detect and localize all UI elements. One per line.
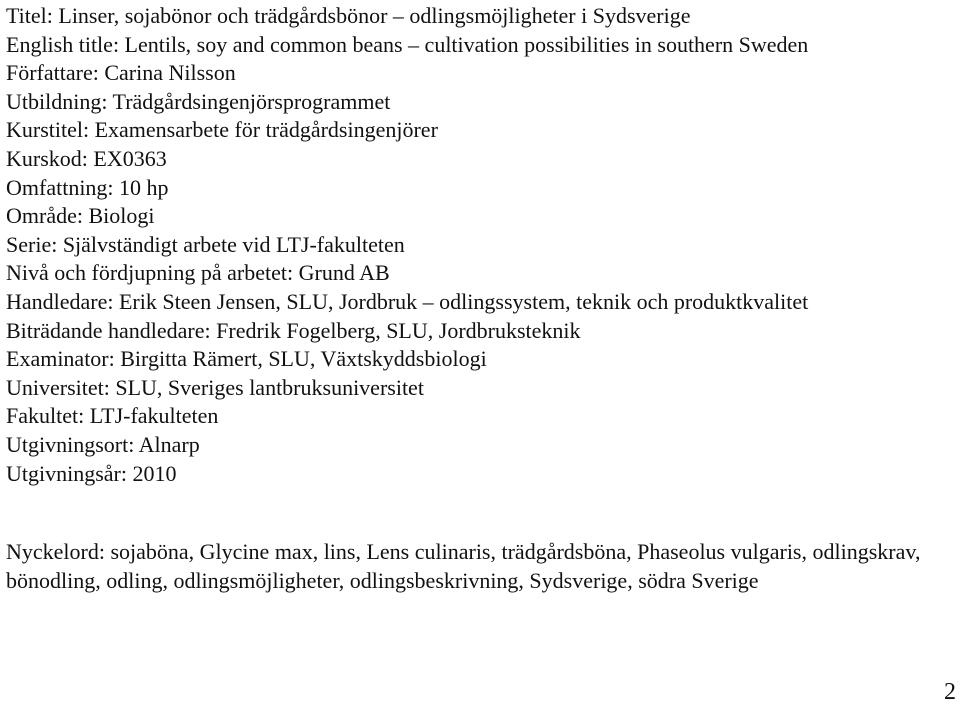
assistant-supervisor-line: Biträdande handledare: Fredrik Fogelberg, SLU, Jordbruksteknik	[6, 317, 581, 343]
publication-place-line: Utgivningsort: Alnarp	[6, 431, 200, 457]
page-number: 2	[944, 679, 956, 705]
course-code-line: Kurskod: EX0363	[6, 145, 167, 171]
title-line: Titel: Linser, sojabönor och trädgårdsbönor – odlingsmöjligheter i Sydsverige	[6, 3, 691, 28]
metadata-block	[6, 2, 954, 488]
education-line: Utbildning: Trädgårdsingenjörsprogrammet	[6, 88, 391, 114]
course-title-line: Kurstitel: Examensarbete för trädgårdsingenjörer	[6, 117, 438, 143]
subject-area-line: Område: Biologi	[6, 203, 155, 229]
examiner-line: Examinator: Birgitta Rämert, SLU, Växtskyddsbiologi	[6, 346, 487, 372]
author-line: Författare: Carina Nilsson	[6, 60, 236, 86]
series-line: Serie: Självständigt arbete vid LTJ-fakulteten	[6, 231, 405, 257]
supervisor-line: Handledare: Erik Steen Jensen, SLU, Jordbruk – odlingssystem, teknik och produktkvalitet	[6, 288, 809, 314]
faculty-line: Fakultet: LTJ-fakulteten	[6, 403, 219, 429]
publication-year-line: Utgivningsår: 2010	[6, 460, 177, 486]
keywords-paragraph: Nyckelord: sojaböna, Glycine max, lins, Lens culinaris, trädgårdsböna, Phaseolus vulgaris, odlingskrav, bönodling, odling, odlingsmöjligheter, odlingsbeskrivning, Sydsverige, södra Sverige	[6, 539, 921, 593]
level-line: Nivå och fördjupning på arbetet: Grund AB	[6, 260, 390, 286]
english-title-line: English title: Lentils, soy and common beans – cultivation possibilities in southern Sweden	[6, 31, 809, 57]
university-line: Universitet: SLU, Sveriges lantbruksuniversitet	[6, 374, 424, 400]
credits-line: Omfattning: 10 hp	[6, 174, 169, 200]
